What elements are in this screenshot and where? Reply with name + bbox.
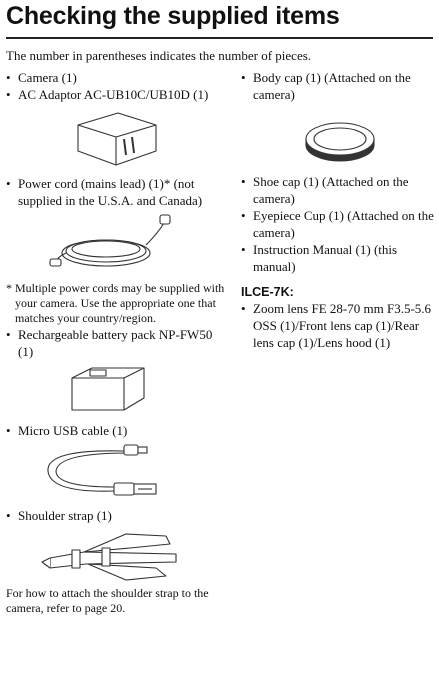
shoulder-strap-illustration — [6, 524, 228, 586]
note-text: Multiple power cords may be supplied with your camera. Use the appropriate one that matches your country/region. — [15, 281, 225, 325]
list-item-eyepiece-cup: • Eyepiece Cup (1) (Attached on the camera) — [241, 208, 434, 240]
item-text: Shoulder strap (1) — [18, 508, 112, 523]
battery-icon — [72, 368, 144, 410]
list-item-usb-cable: • Micro USB cable (1) — [6, 423, 128, 438]
item-text: Rechargeable battery pack NP-FW50 (1) — [18, 327, 213, 359]
item-text: Micro USB cable (1) — [18, 423, 128, 438]
power-cord-illustration — [6, 209, 228, 281]
item-text: Shoe cap (1) (Attached on the camera) — [253, 174, 409, 206]
power-cord-icon — [50, 215, 170, 266]
list-item-shoulder-strap: • Shoulder strap (1) — [6, 508, 112, 523]
kit-heading: ILCE-7K: — [241, 285, 294, 299]
usb-cable-illustration — [6, 439, 228, 507]
item-text: Instruction Manual (1) (this manual) — [253, 242, 398, 274]
item-text: Body cap (1) (Attached on the camera) — [253, 70, 411, 102]
list-item-ac-adaptor: • AC Adaptor AC-UB10C/UB10D (1) — [6, 87, 209, 102]
power-cord-note: * Multiple power cords may be supplied with your camera. Use the appropriate one that matches your country/region. — [6, 281, 225, 325]
list-item-body-cap: • Body cap (1) (Attached on the camera) — [241, 70, 411, 102]
page-title: Checking the supplied items — [6, 2, 340, 30]
list-item-power-cord: • Power cord (mains lead) (1)* (not supplied in the U.S.A. and Canada) — [6, 176, 203, 208]
intro-text: The number in parentheses indicates the number of pieces. — [6, 48, 312, 63]
body-cap-icon — [306, 123, 374, 161]
ac-adaptor-icon — [78, 113, 156, 165]
item-text: Eyepiece Cup (1) (Attached on the camera) — [253, 208, 434, 240]
title-rule — [6, 37, 433, 39]
item-text: Power cord (mains lead) (1)* (not supplied in the U.S.A. and Canada) — [18, 176, 203, 208]
item-text: AC Adaptor AC-UB10C/UB10D (1) — [18, 87, 209, 102]
battery-pack-illustration — [6, 360, 228, 422]
left-column — [6, 69, 228, 616]
body-cap-illustration — [241, 103, 439, 173]
strap-icon — [42, 534, 176, 580]
ac-adaptor-illustration — [6, 103, 228, 175]
strap-note: For how to attach the shoulder strap to the camera, refer to page 20. — [6, 586, 209, 615]
list-item-camera: • Camera (1) — [6, 70, 77, 85]
usb-cable-icon — [48, 445, 156, 495]
list-item-zoom-lens: • Zoom lens FE 28-70 mm F3.5-5.6 OSS (1)/Front lens cap (1)/Rear lens cap (1)/Lens hood (1) — [241, 301, 432, 350]
list-item-battery: • Rechargeable battery pack NP-FW50 (1) — [6, 327, 213, 359]
item-text: Zoom lens FE 28-70 mm F3.5-5.6 OSS (1)/Front lens cap (1)/Rear lens cap (1)/Lens hood (1) — [253, 301, 432, 350]
item-text: Camera (1) — [18, 70, 77, 85]
right-column — [241, 69, 439, 351]
list-item-shoe-cap: • Shoe cap (1) (Attached on the camera) — [241, 174, 409, 206]
list-item-instruction-manual: • Instruction Manual (1) (this manual) — [241, 242, 398, 274]
